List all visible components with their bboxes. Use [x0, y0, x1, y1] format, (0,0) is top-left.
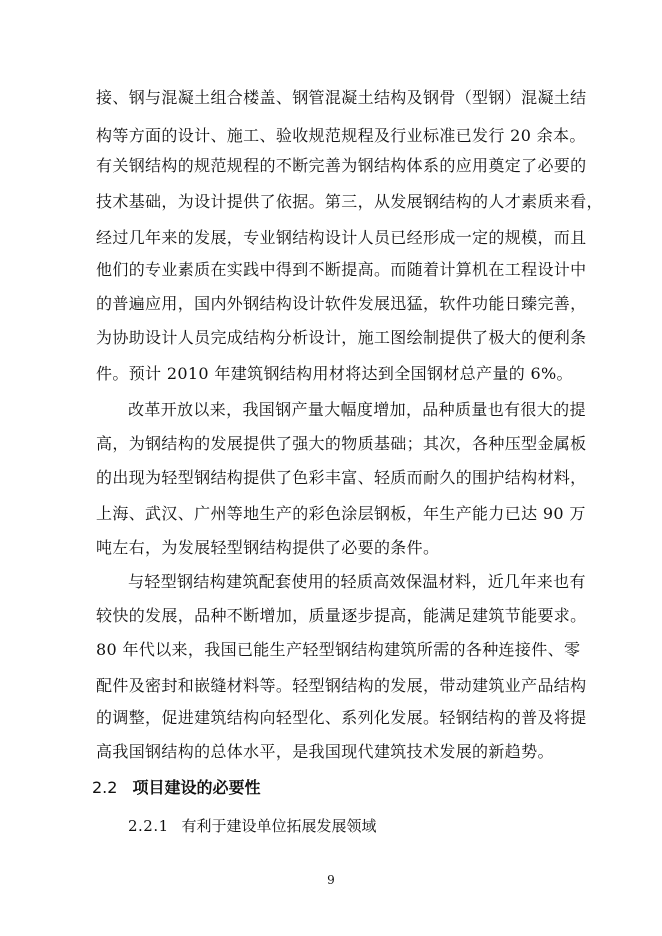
text-line: 较快的发展，品种不断增加，质量逐步提高，能满足建筑节能要求。 — [96, 606, 587, 625]
text-line: 为协助设计人员完成结构分析设计，施工图绘制提供了极大的便利条 — [96, 328, 587, 347]
text-line: 改革开放以来，我国钢产量大幅度增加，品种质量也有很大的提 — [128, 400, 586, 419]
text-line: 经过几年来的发展，专业钢结构设计人员已经形成一定的规模，而且 — [96, 228, 587, 247]
text-line: 的调整，促进建筑结构向轻型化、系列化发展。轻钢结构的普及将提 — [96, 708, 587, 727]
text-line: 高，为钢结构的发展提供了强大的物质基础；其次，各种压型金属板 — [96, 434, 587, 453]
text-line: 吨左右，为发展轻型钢结构提供了必要的条件。 — [96, 538, 440, 557]
page-number: 9 — [327, 873, 335, 887]
text-line: 接、钢与混凝土组合楼盖、钢管混凝土结构及钢骨（型钢）混凝土结 — [96, 88, 587, 107]
text-line: 高我国钢结构的总体水平，是我国现代建筑技术发展的新趋势。 — [96, 742, 554, 761]
subsection-title: 有利于建设单位拓展发展领域 — [181, 817, 377, 835]
text-line: 80 年代以来，我国已能生产轻型钢结构建筑所需的各种连接件、零 — [96, 640, 581, 659]
text-line: 与轻型钢结构建筑配套使用的轻质高效保温材料，近几年来也有 — [128, 572, 586, 591]
text-line: 他们的专业素质在实践中得到不断提高。而随着计算机在工程设计中 — [96, 260, 587, 279]
text-line: 有关钢结构的规范规程的不断完善为钢结构体系的应用奠定了必要的 — [96, 156, 587, 175]
subsection-heading — [128, 816, 376, 836]
text-line: 配件及密封和嵌缝材料等。轻型钢结构的发展，带动建筑业产品结构 — [96, 676, 587, 695]
section-title: 项目建设的必要性 — [132, 778, 261, 797]
text-line: 构等方面的设计、施工、验收规范规程及行业标准已发行 20 余本。 — [96, 126, 586, 145]
text-line: 件。预计 2010 年建筑钢结构用材将达到全国钢材总产量的 6%。 — [96, 364, 573, 383]
text-line: 上海、武汉、广州等地生产的彩色涂层钢板，年生产能力已达 90 万 — [96, 504, 586, 523]
section-number: 2.2 — [92, 778, 118, 797]
text-line: 技术基础，为设计提供了依据。第三，从发展钢结构的人才素质来看， — [96, 192, 603, 211]
text-line: 的普遍应用，国内外钢结构设计软件发展迅猛，软件功能日臻完善， — [96, 294, 587, 313]
text-line: 的出现为轻型钢结构提供了色彩丰富、轻质而耐久的围护结构材料， — [96, 468, 587, 487]
section-heading — [92, 778, 261, 798]
subsection-number: 2.2.1 — [128, 817, 169, 835]
